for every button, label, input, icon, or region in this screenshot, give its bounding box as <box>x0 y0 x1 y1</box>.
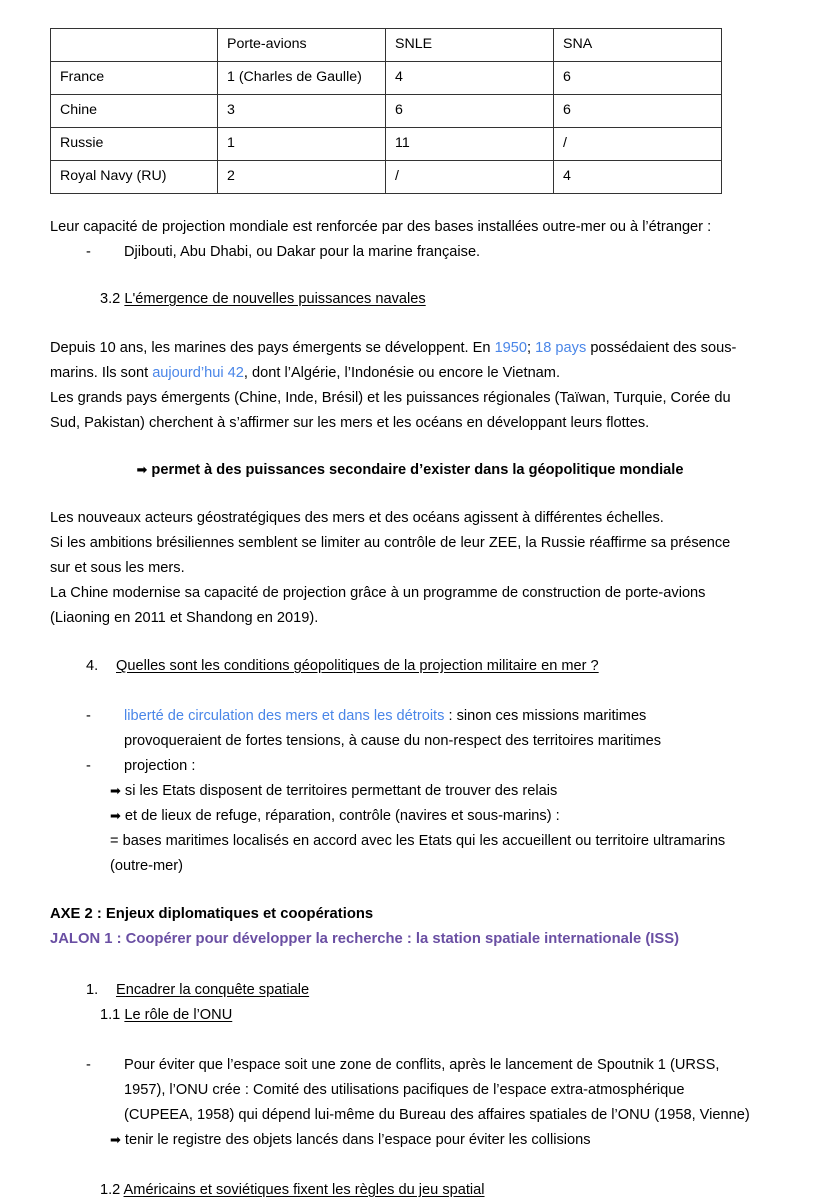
table-cell-sna: 4 <box>554 161 722 194</box>
document-body <box>50 28 750 1203</box>
dash-bullet-marker: - <box>86 1057 91 1073</box>
table-row <box>51 62 722 95</box>
table-cell-country: Royal Navy (RU) <box>51 161 218 194</box>
emergents-text-1: Depuis 10 ans, les marines des pays émergents se développent. En <box>50 340 495 356</box>
paragraph-nouveaux-acteurs: Les nouveaux acteurs géostratégiques des mers et des océans agissent à différentes échelles. <box>50 510 664 526</box>
heading-1-1-title: Le rôle de l’ONU <box>124 1007 233 1023</box>
heading-4 <box>86 654 740 679</box>
heading-1-1-number: 1.1 <box>100 1007 121 1023</box>
bullet-onu-spoutnik <box>86 1053 751 1128</box>
table-cell-snle: 11 <box>386 128 554 161</box>
table-cell-porte-avions: 1 <box>218 128 386 161</box>
table-header-cell-porte-avions: Porte-avions <box>218 29 386 62</box>
heading-4-number: 4. <box>86 658 99 674</box>
bullet-liberte-body <box>124 704 740 754</box>
heading-3-2 <box>100 287 740 312</box>
table-cell-sna: / <box>554 128 722 161</box>
table-cell-porte-avions: 1 (Charles de Gaulle) <box>218 62 386 95</box>
table-cell-country: Russie <box>51 128 218 161</box>
heading-1 <box>86 978 740 1003</box>
table-header-cell-blank <box>51 29 218 62</box>
emergents-text-4: , dont l’Algérie, l’Indonésie ou encore le Vietnam. <box>243 365 561 381</box>
emergents-year-1950: 1950 <box>494 340 528 356</box>
table-cell-snle: 6 <box>386 95 554 128</box>
table-row <box>51 128 722 161</box>
emergents-count-aujourdhui-42: aujourd’hui 42 <box>152 365 244 381</box>
arrow-line-etats-territoires <box>110 779 740 804</box>
table-cell-porte-avions: 2 <box>218 161 386 194</box>
bullet-liberte-circulation <box>86 704 740 754</box>
table-cell-snle: / <box>386 161 554 194</box>
table-cell-sna: 6 <box>554 95 722 128</box>
table-header-cell-sna: SNA <box>554 29 722 62</box>
heading-3-2-title: L'émergence de nouvelles puissances navales <box>124 291 426 307</box>
heading-3-2-number: 3.2 <box>100 291 121 307</box>
heading-1-number: 1. <box>86 982 99 998</box>
arrow-line-refuge-text: et de lieux de refuge, réparation, contrôle (navires et sous-marins) : <box>124 808 560 824</box>
table-cell-snle: 4 <box>386 62 554 95</box>
dash-bullet-marker: - <box>86 758 91 774</box>
bullet-bases-text: Djibouti, Abu Dhabi, ou Dakar pour la marine française. <box>124 244 481 260</box>
bullet-liberte-blue-text: liberté de circulation des mers et dans les détroits <box>124 708 445 724</box>
heading-1-2 <box>100 1178 740 1203</box>
emergents-text-3: possédaient des sous-marins. Ils sont <box>50 340 737 381</box>
bullet-bases-list-item <box>86 240 740 265</box>
right-arrow-icon: ➡ <box>110 809 121 824</box>
heading-4-title: Quelles sont les conditions géopolitiques de la projection militaire en mer ? <box>116 658 599 674</box>
bullet-projection-text: projection : <box>124 758 196 774</box>
paragraph-bresil-russie: Si les ambitions brésiliennes semblent se limiter au contrôle de leur ZEE, la Russie réaffirme sa présence sur et sous les mers. <box>50 535 731 576</box>
paragraph-grands-pays-emergents: Les grands pays émergents (Chine, Inde, Brésil) et les puissances régionales (Taïwan, Turquie, Corée du Sud, Pakistan) cherchent à s’affirmer sur les mers et les océans en développant leurs flottes. <box>50 390 731 431</box>
paragraph-chine-porte-avions: La Chine modernise sa capacité de projection grâce à un programme de construction de porte-avions (Liaoning en 2011 et Shandong en 2019). <box>50 585 706 626</box>
line-bases-maritimes: = bases maritimes localisés en accord avec les Etats qui les accueillent ou territoire ultramarins (outre-mer) <box>110 833 726 874</box>
table-cell-country: Chine <box>51 95 218 128</box>
bullet-onu-text: Pour éviter que l’espace soit une zone de conflits, après le lancement de Spoutnik 1 (URSS, 1957), l’ONU crée : Comité des utilisations pacifiques de l’espace extra-atmosphérique (CUPEEA, 1958) qui dépend lui-même du Bureau des affaires spatiales de l’ONU (1958, Vienne) <box>124 1057 750 1123</box>
arrow-line-registre-text: tenir le registre des objets lancés dans l’espace pour éviter les collisions <box>124 1132 591 1148</box>
dash-bullet-marker: - <box>86 708 91 724</box>
arrow-line-registre-objets <box>110 1128 740 1153</box>
right-arrow-icon: ➡ <box>110 1133 121 1148</box>
paragraph-pays-emergents <box>50 336 740 386</box>
arrow-line-puissances-text: permet à des puissances secondaire d’exister dans la géopolitique mondiale <box>151 462 684 478</box>
heading-1-title: Encadrer la conquête spatiale <box>116 982 310 998</box>
right-arrow-icon: ➡ <box>136 463 148 478</box>
heading-jalon-1: JALON 1 : Coopérer pour développer la recherche : la station spatiale internationale (ISS) <box>50 931 680 947</box>
table-cell-country: France <box>51 62 218 95</box>
table-header-row <box>51 29 722 62</box>
table-header-cell-snle: SNLE <box>386 29 554 62</box>
heading-axe-2: AXE 2 : Enjeux diplomatiques et coopérations <box>50 906 374 922</box>
emergents-count-18-pays: 18 pays <box>535 340 587 356</box>
arrow-line-puissances-secondaires <box>50 458 740 483</box>
table-cell-sna: 6 <box>554 62 722 95</box>
right-arrow-icon: ➡ <box>110 784 121 799</box>
arrow-line-etats-text: si les Etats disposent de territoires permettant de trouver des relais <box>124 783 558 799</box>
heading-1-2-number: 1.2 <box>100 1182 121 1198</box>
table-cell-porte-avions: 3 <box>218 95 386 128</box>
table-row <box>51 95 722 128</box>
paragraph-bases-outremer: Leur capacité de projection mondiale est renforcée par des bases installées outre-mer ou à l’étranger : <box>50 219 712 235</box>
arrow-line-lieux-refuge <box>110 804 740 829</box>
bullet-projection <box>86 754 740 779</box>
table-row <box>51 161 722 194</box>
emergents-text-2: ; <box>527 340 536 356</box>
heading-1-1 <box>100 1003 740 1028</box>
bullet-liberte-rest-text: : sinon ces missions maritimes provoqueraient de fortes tensions, à cause du non-respect des territoires maritimes <box>124 708 661 749</box>
dash-bullet-marker: - <box>86 244 91 260</box>
naval-fleet-table <box>50 28 722 194</box>
heading-1-2-title: Américains et soviétiques fixent les règles du jeu spatial <box>123 1182 485 1198</box>
